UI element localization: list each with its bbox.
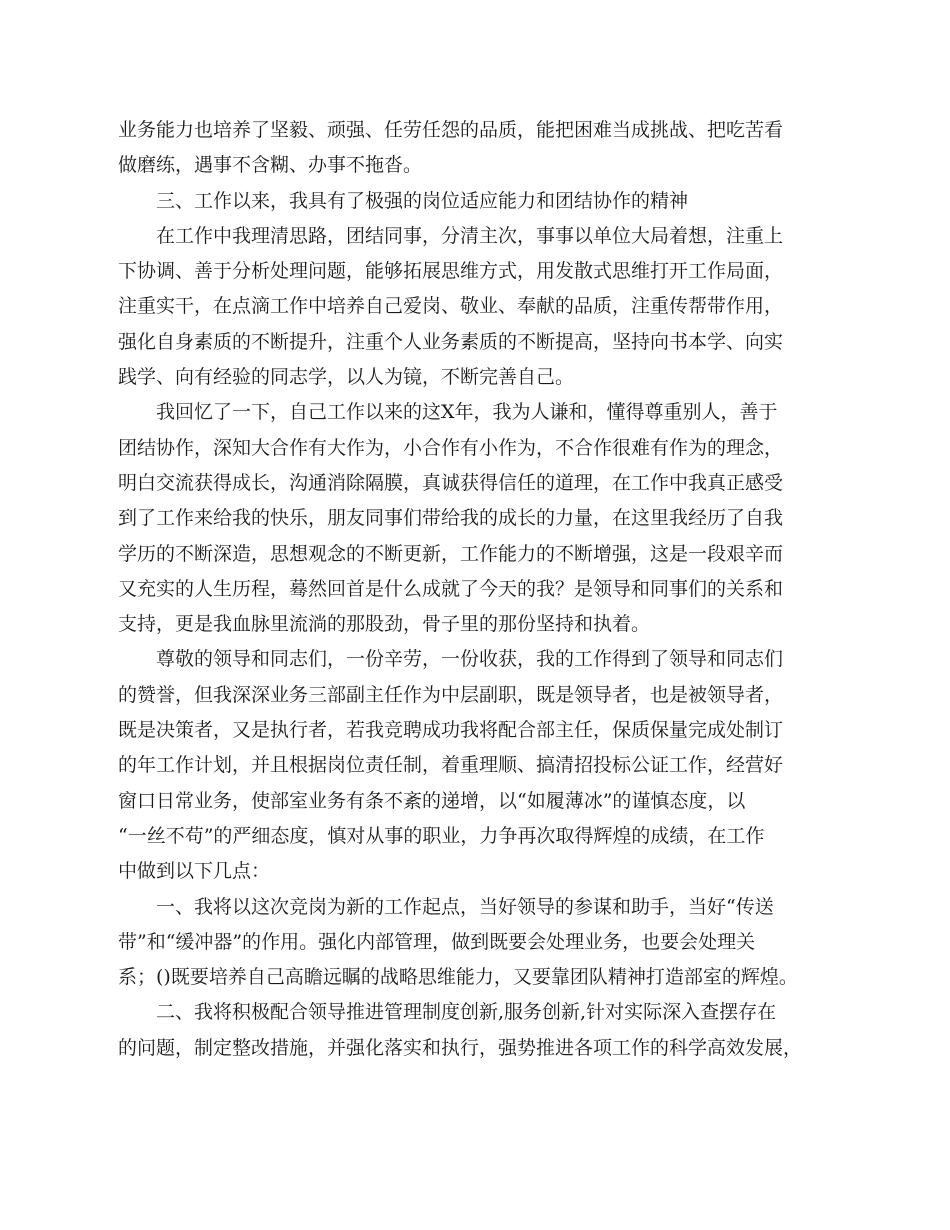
paragraph-start-line: 二、我将积极配合领导推进管理制度创新,服务创新,针对实际深入查摆存在: [156, 1001, 777, 1024]
document-body: [118, 113, 818, 1066]
text-line: 窗口日常业务，使部室业务有条不紊的递增，以“如履薄冰”的谨慎态度，以: [118, 789, 746, 812]
paragraph-start-line: 我回忆了一下，自己工作以来的这X年，我为人谦和，懂得尊重别人，善于: [156, 401, 778, 424]
text-line: 业务能力也培养了坚毅、顽强、任劳任怨的品质，能把困难当成挑战、把吃苦看: [118, 119, 784, 141]
paragraph-start-line: 一、我将以这次竞岗为新的工作起点，当好领导的参谋和助手，当好“传送: [156, 895, 774, 918]
paragraph-start-line: 尊敬的领导和同志们，一份辛劳，一份收获，我的工作得到了领导和同志们: [156, 648, 784, 671]
text-line: 到了工作来给我的快乐，朋友同事们带给我的成长的力量，在这里我经历了自我: [118, 507, 784, 530]
section-heading: 三、工作以来，我具有了极强的岗位适应能力和团结协作的精神: [156, 189, 689, 212]
paragraph-start-line: 在工作中我理清思路，团结同事，分清主次，事事以单位大局着想，注重上: [156, 224, 784, 247]
text-line: 系；()既要培养自己高瞻远瞩的战略思维能力，又要靠团队精神打造部室的辉煌。: [118, 966, 798, 989]
text-line: 既是决策者，又是执行者，若我竞聘成功我将配合部主任，保质保量完成处制订: [118, 719, 784, 742]
text-line: 明白交流获得成长，沟通消除隔膜，真诚获得信任的道理，在工作中我真正感受: [118, 471, 784, 494]
text-line: 团结协作，深知大合作有大作为，小合作有小作为，不合作很难有作为的理念，: [118, 436, 784, 459]
text-line: 强化自身素质的不断提升，注重个人业务素质的不断提高，坚持向书本学、向实: [118, 330, 784, 353]
text-line: 学历的不断深造，思想观念的不断更新，工作能力的不断增强，这是一段艰辛而: [118, 542, 784, 565]
text-line: 的问题，制定整改措施，并强化落实和执行，强势推进各项工作的科学高效发展，: [118, 1036, 803, 1059]
text-line: 又充实的人生历程，蓦然回首是什么成就了今天的我？是领导和同事们的关系和: [118, 577, 784, 600]
text-line: 带”和“缓冲器”的作用。强化内部管理，做到既要会处理业务，也要会处理关: [118, 930, 756, 953]
text-line: 中做到以下几点：: [118, 860, 271, 883]
text-line: 践学、向有经验的同志学，以人为镜，不断完善自己。: [118, 366, 575, 389]
text-line: 的年工作计划，并且根据岗位责任制，着重理顺、搞清招投标公证工作，经营好: [118, 754, 784, 777]
text-line: 注重实干，在点滴工作中培养自己爱岗、敬业、奉献的品质，注重传帮带作用，: [118, 295, 784, 318]
text-line: “一丝不苟”的严细态度，慎对从事的职业，力争再次取得辉煌的成绩，在工作: [118, 824, 765, 847]
text-line: 下协调、善于分析处理问题，能够拓展思维方式，用发散式思维打开工作局面，: [118, 260, 784, 283]
text-line: 做磨练，遇事不含糊、办事不拖沓。: [118, 154, 423, 177]
text-line: 的赞誉，但我深深业务三部副主任作为中层副职，既是领导者，也是被领导者，: [118, 683, 784, 706]
text-line: 支持，更是我血脉里流淌的那股劲，骨子里的那份坚持和执着。: [118, 613, 651, 636]
